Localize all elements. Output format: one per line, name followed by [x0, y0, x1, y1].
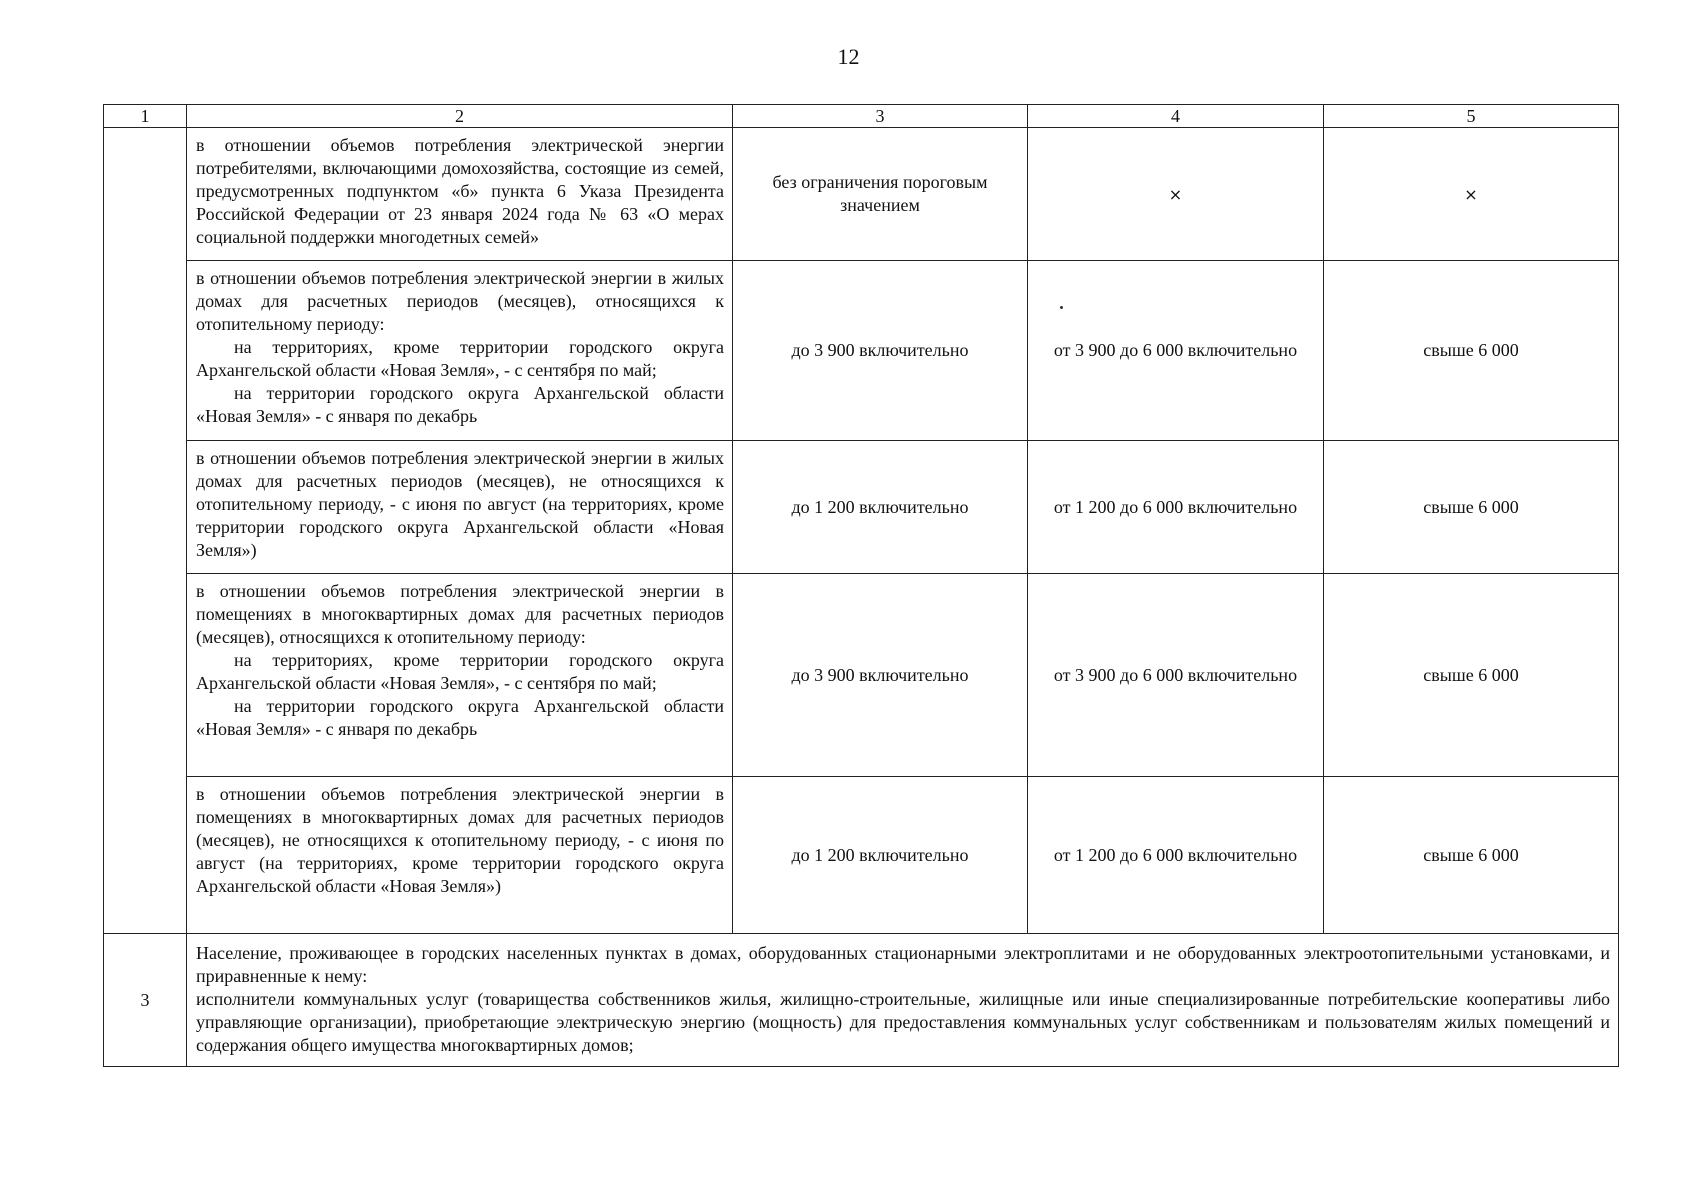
section-3-description	[187, 934, 1619, 1067]
description-paragraph: в отношении объемов потребления электрической энергии потребителями, включающими домохозяйства, состоящие из семей, предусмотренных подпунктом «б» пункта 6 Указа Президента Российской Федерации от 23 января 2024 года № 63 «О мерах социальной поддержки многодетных семей»	[196, 135, 724, 247]
description-paragraph: в отношении объемов потребления электрической энергии в жилых домах для расчетных периодов (месяцев), относящихся к отопительному периоду:	[196, 268, 724, 334]
threshold-col4: от 3 900 до 6 000 включительно	[1028, 261, 1324, 441]
header-cell-4: 4	[1028, 105, 1324, 128]
row-number-cell: 3	[104, 934, 187, 1067]
description-paragraph: на территории городского округа Архангельской области «Новая Земля» - с января по декабрь	[196, 383, 724, 426]
threshold-col5: свыше 6 000	[1324, 441, 1619, 574]
row-description	[187, 441, 733, 574]
description-paragraph: исполнители коммунальных услуг (товарищества собственников жилья, жилищно-строительные, жилищные или иные специализированные потребительские кооперативы либо управляющие организации), приобретающие электрическую энергию (мощность) для предоставления коммунальных услуг собственникам и пользователям жилых помещений и содержания общего имущества многоквартирных домов;	[196, 988, 1610, 1055]
threshold-col3: до 1 200 включительно	[733, 777, 1028, 934]
description-paragraph: в отношении объемов потребления электрической энергии в жилых домах для расчетных периодов (месяцев), не относящихся к отопительному периоду, - с июня по август (на территориях, кроме территории городского округа Архангельской области «Новая Земля»)	[196, 448, 724, 560]
threshold-col4: от 3 900 до 6 000 включительно	[1028, 574, 1324, 777]
page-number: 12	[837, 44, 860, 69]
threshold-col5: свыше 6 000	[1324, 574, 1619, 777]
threshold-col3: до 3 900 включительно	[733, 574, 1028, 777]
threshold-col3: до 1 200 включительно	[733, 441, 1028, 574]
threshold-col3: без ограничения пороговым значением	[733, 128, 1028, 261]
scan-speck	[1060, 306, 1063, 309]
tariff-threshold-table	[103, 104, 1619, 1067]
header-cell-1: 1	[104, 105, 187, 128]
header-cell-3: 3	[733, 105, 1028, 128]
description-paragraph: на территории городского округа Архангельской области «Новая Земля» - с января по декабрь	[196, 696, 724, 739]
threshold-col4: от 1 200 до 6 000 включительно	[1028, 777, 1324, 934]
header-cell-5: 5	[1324, 105, 1619, 128]
row-description	[187, 261, 733, 441]
description-paragraph: в отношении объемов потребления электрической энергии в помещениях в многоквартирных домах для расчетных периодов (месяцев), относящихся к отопительному периоду:	[196, 581, 724, 647]
header-cell-2: 2	[187, 105, 733, 128]
description-paragraph: Население, проживающее в городских населенных пунктах в домах, оборудованных стационарными электроплитами и не оборудованных электроотопительными установками, и приравненные к нему:	[196, 942, 1610, 986]
table-header-row	[104, 105, 1619, 128]
table-row	[104, 777, 1619, 934]
description-paragraph: на территориях, кроме территории городского округа Архангельской области «Новая Земля», - с сентября по май;	[196, 337, 724, 380]
row-description	[187, 574, 733, 777]
table-row	[104, 261, 1619, 441]
threshold-col3: до 3 900 включительно	[733, 261, 1028, 441]
table-row	[104, 441, 1619, 574]
table-row-section-3	[104, 934, 1619, 1067]
table-row	[104, 128, 1619, 261]
table-row	[104, 574, 1619, 777]
description-paragraph: в отношении объемов потребления электрической энергии в помещениях в многоквартирных домах для расчетных периодов (месяцев), не относящихся к отопительному периоду, - с июня по август (на территориях, кроме территории городского округа Архангельской области «Новая Земля»)	[196, 784, 724, 896]
description-paragraph: на территориях, кроме территории городского округа Архангельской области «Новая Земля», - с сентября по май;	[196, 650, 724, 693]
row-description	[187, 128, 733, 261]
row-description	[187, 777, 733, 934]
threshold-col4: ×	[1028, 128, 1324, 261]
row-number-cell	[104, 128, 187, 934]
threshold-col5: свыше 6 000	[1324, 777, 1619, 934]
threshold-col5: свыше 6 000	[1324, 261, 1619, 441]
threshold-col5: ×	[1324, 128, 1619, 261]
threshold-col4: от 1 200 до 6 000 включительно	[1028, 441, 1324, 574]
